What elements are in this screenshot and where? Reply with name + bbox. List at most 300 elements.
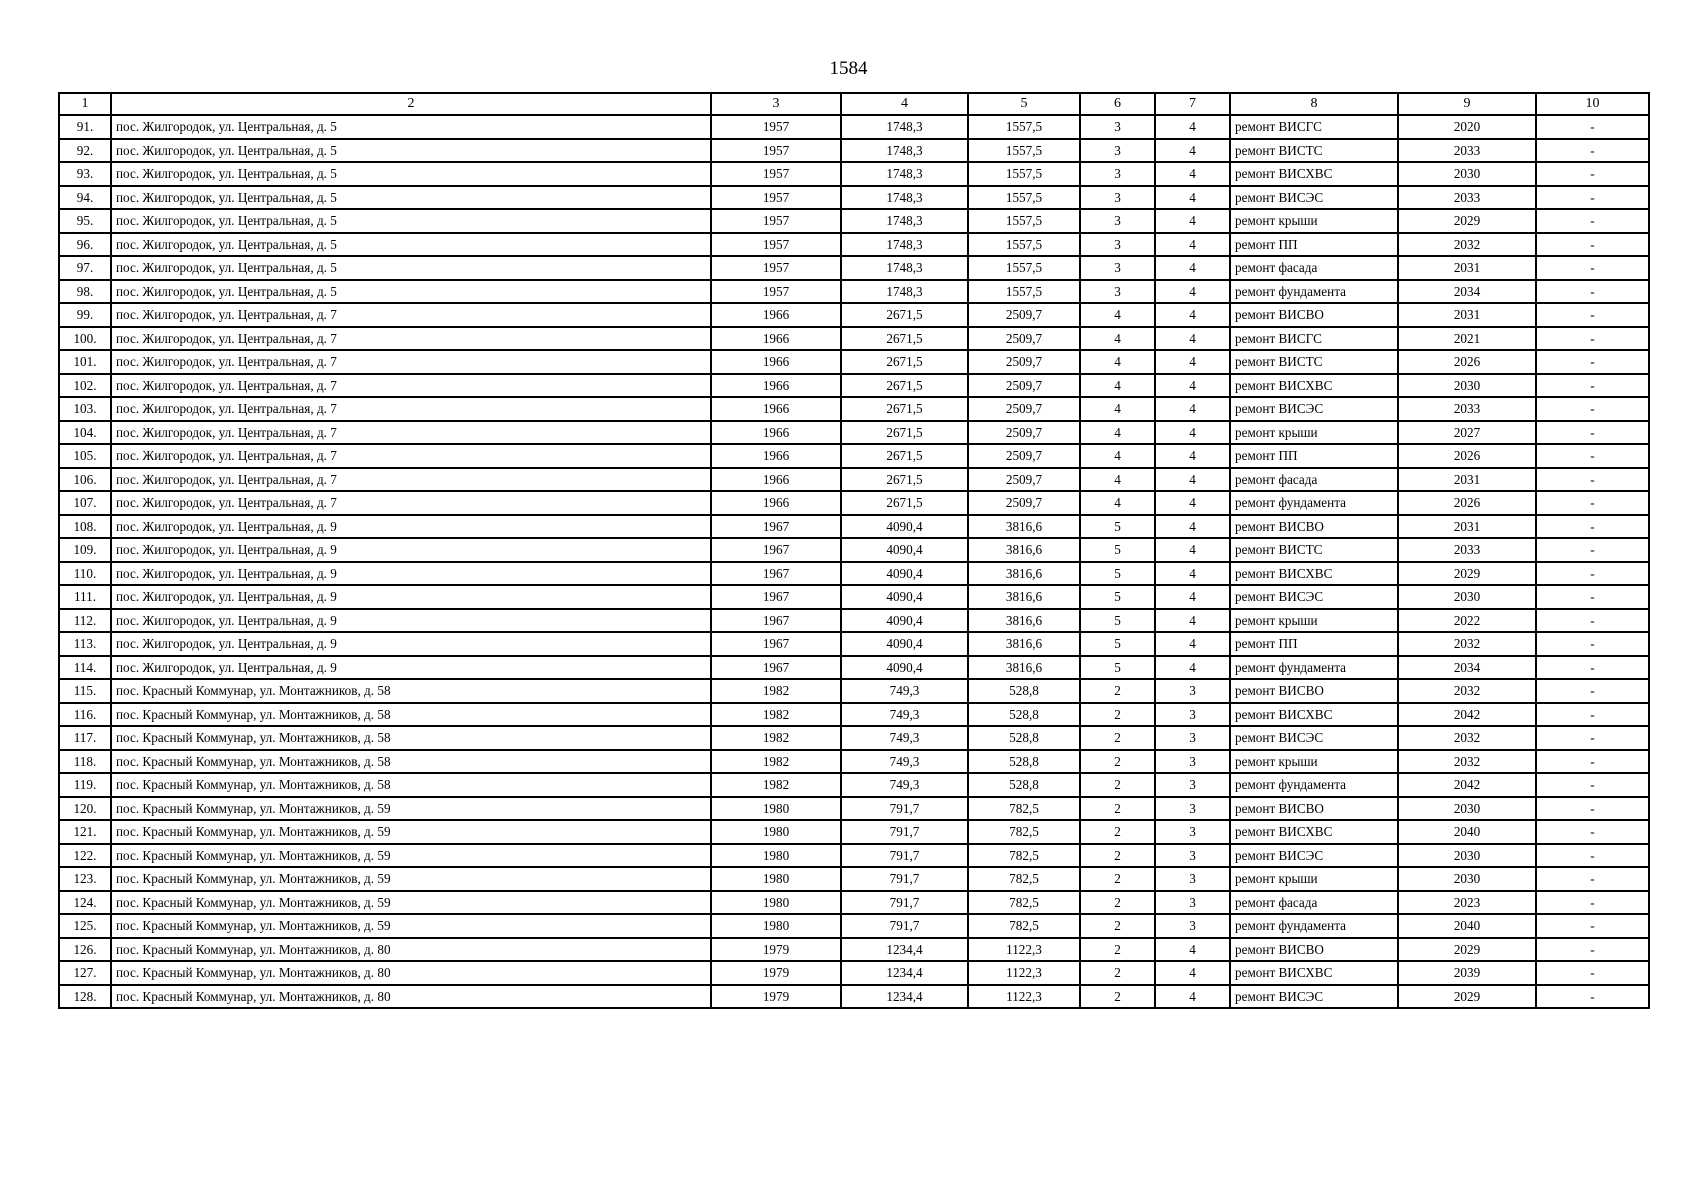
living-area-cell: 528,8 (968, 750, 1080, 774)
row-number-cell: 106. (59, 468, 111, 492)
planned-year-cell: 2030 (1398, 162, 1536, 186)
total-area-cell: 2671,5 (841, 327, 968, 351)
work-type-cell: ремонт ВИСХВС (1230, 162, 1398, 186)
floors-cell: 2 (1080, 773, 1155, 797)
note-cell: - (1536, 914, 1649, 938)
planned-year-cell: 2026 (1398, 350, 1536, 374)
living-area-cell: 3816,6 (968, 585, 1080, 609)
living-area-cell: 1557,5 (968, 186, 1080, 210)
header-cell: 8 (1230, 93, 1398, 115)
total-area-cell: 749,3 (841, 773, 968, 797)
living-area-cell: 1557,5 (968, 280, 1080, 304)
living-area-cell: 782,5 (968, 797, 1080, 821)
year-built-cell: 1982 (711, 703, 841, 727)
living-area-cell: 782,5 (968, 820, 1080, 844)
total-area-cell: 1748,3 (841, 186, 968, 210)
living-area-cell: 528,8 (968, 773, 1080, 797)
address-cell: пос. Красный Коммунар, ул. Монтажников, д. 58 (111, 703, 711, 727)
living-area-cell: 782,5 (968, 891, 1080, 915)
table-row (59, 350, 1649, 374)
floors-cell: 5 (1080, 585, 1155, 609)
year-built-cell: 1967 (711, 562, 841, 586)
floors-cell: 4 (1080, 421, 1155, 445)
living-area-cell: 3816,6 (968, 656, 1080, 680)
note-cell: - (1536, 303, 1649, 327)
address-cell: пос. Красный Коммунар, ул. Монтажников, д. 58 (111, 773, 711, 797)
header-cell: 4 (841, 93, 968, 115)
category-cell: 4 (1155, 585, 1230, 609)
work-type-cell: ремонт фасада (1230, 256, 1398, 280)
work-type-cell: ремонт крыши (1230, 750, 1398, 774)
table-row (59, 609, 1649, 633)
note-cell: - (1536, 374, 1649, 398)
planned-year-cell: 2026 (1398, 491, 1536, 515)
note-cell: - (1536, 656, 1649, 680)
planned-year-cell: 2032 (1398, 750, 1536, 774)
work-type-cell: ремонт фундамента (1230, 773, 1398, 797)
row-number-cell: 115. (59, 679, 111, 703)
work-type-cell: ремонт ВИСЭС (1230, 726, 1398, 750)
year-built-cell: 1966 (711, 374, 841, 398)
address-cell: пос. Жилгородок, ул. Центральная, д. 7 (111, 444, 711, 468)
note-cell: - (1536, 515, 1649, 539)
year-built-cell: 1966 (711, 468, 841, 492)
floors-cell: 2 (1080, 750, 1155, 774)
floors-cell: 4 (1080, 327, 1155, 351)
planned-year-cell: 2026 (1398, 444, 1536, 468)
row-number-cell: 125. (59, 914, 111, 938)
work-type-cell: ремонт ВИСХВС (1230, 820, 1398, 844)
floors-cell: 5 (1080, 632, 1155, 656)
planned-year-cell: 2032 (1398, 726, 1536, 750)
row-number-cell: 121. (59, 820, 111, 844)
category-cell: 4 (1155, 656, 1230, 680)
category-cell: 4 (1155, 938, 1230, 962)
table-row (59, 139, 1649, 163)
table-row (59, 985, 1649, 1009)
row-number-cell: 114. (59, 656, 111, 680)
floors-cell: 3 (1080, 162, 1155, 186)
total-area-cell: 4090,4 (841, 609, 968, 633)
table-row (59, 679, 1649, 703)
floors-cell: 3 (1080, 139, 1155, 163)
living-area-cell: 2509,7 (968, 421, 1080, 445)
category-cell: 4 (1155, 139, 1230, 163)
note-cell: - (1536, 844, 1649, 868)
planned-year-cell: 2030 (1398, 374, 1536, 398)
planned-year-cell: 2040 (1398, 914, 1536, 938)
floors-cell: 3 (1080, 256, 1155, 280)
total-area-cell: 1748,3 (841, 256, 968, 280)
table-row (59, 773, 1649, 797)
floors-cell: 4 (1080, 468, 1155, 492)
category-cell: 4 (1155, 632, 1230, 656)
year-built-cell: 1967 (711, 632, 841, 656)
living-area-cell: 528,8 (968, 726, 1080, 750)
planned-year-cell: 2029 (1398, 209, 1536, 233)
table-row (59, 538, 1649, 562)
year-built-cell: 1982 (711, 750, 841, 774)
address-cell: пос. Красный Коммунар, ул. Монтажников, д. 80 (111, 961, 711, 985)
planned-year-cell: 2042 (1398, 773, 1536, 797)
category-cell: 4 (1155, 350, 1230, 374)
address-cell: пос. Жилгородок, ул. Центральная, д. 7 (111, 350, 711, 374)
total-area-cell: 2671,5 (841, 468, 968, 492)
total-area-cell: 2671,5 (841, 303, 968, 327)
category-cell: 4 (1155, 115, 1230, 139)
total-area-cell: 1748,3 (841, 280, 968, 304)
address-cell: пос. Жилгородок, ул. Центральная, д. 5 (111, 233, 711, 257)
total-area-cell: 4090,4 (841, 538, 968, 562)
category-cell: 3 (1155, 891, 1230, 915)
row-number-cell: 110. (59, 562, 111, 586)
living-area-cell: 3816,6 (968, 609, 1080, 633)
living-area-cell: 2509,7 (968, 491, 1080, 515)
note-cell: - (1536, 961, 1649, 985)
work-type-cell: ремонт фасада (1230, 891, 1398, 915)
note-cell: - (1536, 562, 1649, 586)
planned-year-cell: 2030 (1398, 797, 1536, 821)
work-type-cell: ремонт фундамента (1230, 280, 1398, 304)
work-type-cell: ремонт ВИСХВС (1230, 374, 1398, 398)
note-cell: - (1536, 750, 1649, 774)
total-area-cell: 791,7 (841, 844, 968, 868)
work-type-cell: ремонт фундамента (1230, 491, 1398, 515)
floors-cell: 2 (1080, 703, 1155, 727)
total-area-cell: 1748,3 (841, 115, 968, 139)
address-cell: пос. Красный Коммунар, ул. Монтажников, д. 59 (111, 891, 711, 915)
address-cell: пос. Красный Коммунар, ул. Монтажников, д. 59 (111, 820, 711, 844)
note-cell: - (1536, 985, 1649, 1009)
total-area-cell: 4090,4 (841, 585, 968, 609)
year-built-cell: 1957 (711, 280, 841, 304)
total-area-cell: 2671,5 (841, 421, 968, 445)
row-number-cell: 96. (59, 233, 111, 257)
year-built-cell: 1980 (711, 914, 841, 938)
table-row (59, 726, 1649, 750)
address-cell: пос. Жилгородок, ул. Центральная, д. 7 (111, 397, 711, 421)
year-built-cell: 1967 (711, 609, 841, 633)
header-cell: 5 (968, 93, 1080, 115)
table-row (59, 632, 1649, 656)
year-built-cell: 1957 (711, 186, 841, 210)
total-area-cell: 2671,5 (841, 374, 968, 398)
row-number-cell: 119. (59, 773, 111, 797)
table-row (59, 303, 1649, 327)
floors-cell: 2 (1080, 938, 1155, 962)
header-cell: 3 (711, 93, 841, 115)
total-area-cell: 749,3 (841, 703, 968, 727)
planned-year-cell: 2033 (1398, 139, 1536, 163)
category-cell: 4 (1155, 280, 1230, 304)
page-number: 1584 (829, 58, 868, 79)
total-area-cell: 1748,3 (841, 139, 968, 163)
address-cell: пос. Жилгородок, ул. Центральная, д. 9 (111, 538, 711, 562)
row-number-cell: 116. (59, 703, 111, 727)
total-area-cell: 4090,4 (841, 515, 968, 539)
work-type-cell: ремонт фундамента (1230, 914, 1398, 938)
total-area-cell: 2671,5 (841, 350, 968, 374)
living-area-cell: 1122,3 (968, 961, 1080, 985)
category-cell: 4 (1155, 562, 1230, 586)
note-cell: - (1536, 115, 1649, 139)
living-area-cell: 1122,3 (968, 938, 1080, 962)
category-cell: 4 (1155, 609, 1230, 633)
row-number-cell: 94. (59, 186, 111, 210)
planned-year-cell: 2034 (1398, 280, 1536, 304)
work-type-cell: ремонт ПП (1230, 632, 1398, 656)
category-cell: 3 (1155, 867, 1230, 891)
planned-year-cell: 2021 (1398, 327, 1536, 351)
planned-year-cell: 2039 (1398, 961, 1536, 985)
address-cell: пос. Красный Коммунар, ул. Монтажников, д. 59 (111, 914, 711, 938)
table-row (59, 797, 1649, 821)
note-cell: - (1536, 468, 1649, 492)
year-built-cell: 1979 (711, 938, 841, 962)
floors-cell: 4 (1080, 350, 1155, 374)
category-cell: 3 (1155, 914, 1230, 938)
living-area-cell: 2509,7 (968, 350, 1080, 374)
planned-year-cell: 2033 (1398, 186, 1536, 210)
header-row (59, 93, 1649, 115)
table-body (59, 115, 1649, 1008)
year-built-cell: 1982 (711, 679, 841, 703)
row-number-cell: 113. (59, 632, 111, 656)
work-type-cell: ремонт ВИСХВС (1230, 961, 1398, 985)
year-built-cell: 1966 (711, 327, 841, 351)
work-type-cell: ремонт ПП (1230, 233, 1398, 257)
year-built-cell: 1967 (711, 515, 841, 539)
address-cell: пос. Жилгородок, ул. Центральная, д. 5 (111, 115, 711, 139)
total-area-cell: 4090,4 (841, 562, 968, 586)
floors-cell: 5 (1080, 656, 1155, 680)
note-cell: - (1536, 632, 1649, 656)
year-built-cell: 1957 (711, 209, 841, 233)
year-built-cell: 1957 (711, 139, 841, 163)
year-built-cell: 1967 (711, 538, 841, 562)
address-cell: пос. Жилгородок, ул. Центральная, д. 7 (111, 421, 711, 445)
total-area-cell: 791,7 (841, 797, 968, 821)
planned-year-cell: 2033 (1398, 397, 1536, 421)
year-built-cell: 1967 (711, 656, 841, 680)
header-cell: 7 (1155, 93, 1230, 115)
living-area-cell: 2509,7 (968, 303, 1080, 327)
work-type-cell: ремонт ПП (1230, 444, 1398, 468)
address-cell: пос. Жилгородок, ул. Центральная, д. 7 (111, 491, 711, 515)
note-cell: - (1536, 350, 1649, 374)
header-cell: 2 (111, 93, 711, 115)
category-cell: 3 (1155, 820, 1230, 844)
table-row (59, 468, 1649, 492)
year-built-cell: 1980 (711, 891, 841, 915)
total-area-cell: 2671,5 (841, 444, 968, 468)
address-cell: пос. Жилгородок, ул. Центральная, д. 5 (111, 280, 711, 304)
table-row (59, 186, 1649, 210)
total-area-cell: 2671,5 (841, 397, 968, 421)
row-number-cell: 118. (59, 750, 111, 774)
planned-year-cell: 2029 (1398, 938, 1536, 962)
floors-cell: 3 (1080, 186, 1155, 210)
row-number-cell: 101. (59, 350, 111, 374)
living-area-cell: 1557,5 (968, 256, 1080, 280)
floors-cell: 3 (1080, 280, 1155, 304)
note-cell: - (1536, 327, 1649, 351)
work-type-cell: ремонт крыши (1230, 209, 1398, 233)
floors-cell: 2 (1080, 844, 1155, 868)
work-type-cell: ремонт ВИСЭС (1230, 186, 1398, 210)
table-row (59, 421, 1649, 445)
planned-year-cell: 2032 (1398, 233, 1536, 257)
table-row (59, 115, 1649, 139)
note-cell: - (1536, 491, 1649, 515)
address-cell: пос. Жилгородок, ул. Центральная, д. 5 (111, 209, 711, 233)
work-type-cell: ремонт ВИСТС (1230, 350, 1398, 374)
note-cell: - (1536, 256, 1649, 280)
row-number-cell: 97. (59, 256, 111, 280)
row-number-cell: 105. (59, 444, 111, 468)
total-area-cell: 791,7 (841, 891, 968, 915)
living-area-cell: 3816,6 (968, 632, 1080, 656)
living-area-cell: 2509,7 (968, 444, 1080, 468)
note-cell: - (1536, 280, 1649, 304)
category-cell: 3 (1155, 679, 1230, 703)
row-number-cell: 93. (59, 162, 111, 186)
floors-cell: 5 (1080, 515, 1155, 539)
planned-year-cell: 2030 (1398, 585, 1536, 609)
living-area-cell: 782,5 (968, 914, 1080, 938)
year-built-cell: 1966 (711, 303, 841, 327)
header-cell: 6 (1080, 93, 1155, 115)
category-cell: 3 (1155, 797, 1230, 821)
address-cell: пос. Жилгородок, ул. Центральная, д. 5 (111, 256, 711, 280)
work-type-cell: ремонт крыши (1230, 609, 1398, 633)
table-row (59, 844, 1649, 868)
category-cell: 4 (1155, 374, 1230, 398)
floors-cell: 2 (1080, 867, 1155, 891)
floors-cell: 4 (1080, 444, 1155, 468)
work-type-cell: ремонт ВИСВО (1230, 938, 1398, 962)
category-cell: 4 (1155, 209, 1230, 233)
note-cell: - (1536, 938, 1649, 962)
row-number-cell: 103. (59, 397, 111, 421)
year-built-cell: 1979 (711, 961, 841, 985)
category-cell: 4 (1155, 303, 1230, 327)
address-cell: пос. Жилгородок, ул. Центральная, д. 9 (111, 562, 711, 586)
living-area-cell: 2509,7 (968, 468, 1080, 492)
planned-year-cell: 2042 (1398, 703, 1536, 727)
floors-cell: 2 (1080, 679, 1155, 703)
note-cell: - (1536, 609, 1649, 633)
floors-cell: 2 (1080, 891, 1155, 915)
year-built-cell: 1966 (711, 397, 841, 421)
work-type-cell: ремонт ВИСЭС (1230, 585, 1398, 609)
year-built-cell: 1967 (711, 585, 841, 609)
work-type-cell: ремонт фасада (1230, 468, 1398, 492)
note-cell: - (1536, 233, 1649, 257)
note-cell: - (1536, 209, 1649, 233)
table-row (59, 491, 1649, 515)
table-row (59, 233, 1649, 257)
floors-cell: 2 (1080, 985, 1155, 1009)
repair-schedule-table (58, 92, 1650, 1009)
planned-year-cell: 2033 (1398, 538, 1536, 562)
work-type-cell: ремонт ВИСВО (1230, 303, 1398, 327)
living-area-cell: 782,5 (968, 844, 1080, 868)
living-area-cell: 3816,6 (968, 562, 1080, 586)
work-type-cell: ремонт ВИСХВС (1230, 703, 1398, 727)
category-cell: 4 (1155, 327, 1230, 351)
table-header (59, 93, 1649, 115)
total-area-cell: 1234,4 (841, 938, 968, 962)
address-cell: пос. Красный Коммунар, ул. Монтажников, д. 80 (111, 985, 711, 1009)
floors-cell: 2 (1080, 797, 1155, 821)
work-type-cell: ремонт ВИСВО (1230, 679, 1398, 703)
note-cell: - (1536, 773, 1649, 797)
category-cell: 3 (1155, 750, 1230, 774)
living-area-cell: 2509,7 (968, 374, 1080, 398)
note-cell: - (1536, 797, 1649, 821)
planned-year-cell: 2031 (1398, 303, 1536, 327)
row-number-cell: 99. (59, 303, 111, 327)
note-cell: - (1536, 679, 1649, 703)
table-row (59, 938, 1649, 962)
row-number-cell: 108. (59, 515, 111, 539)
address-cell: пос. Красный Коммунар, ул. Монтажников, д. 80 (111, 938, 711, 962)
note-cell: - (1536, 421, 1649, 445)
year-built-cell: 1979 (711, 985, 841, 1009)
row-number-cell: 126. (59, 938, 111, 962)
planned-year-cell: 2022 (1398, 609, 1536, 633)
year-built-cell: 1966 (711, 491, 841, 515)
row-number-cell: 120. (59, 797, 111, 821)
planned-year-cell: 2023 (1398, 891, 1536, 915)
year-built-cell: 1980 (711, 797, 841, 821)
note-cell: - (1536, 444, 1649, 468)
table-row (59, 515, 1649, 539)
floors-cell: 2 (1080, 726, 1155, 750)
total-area-cell: 1748,3 (841, 209, 968, 233)
work-type-cell: ремонт ВИСХВС (1230, 562, 1398, 586)
row-number-cell: 102. (59, 374, 111, 398)
category-cell: 4 (1155, 233, 1230, 257)
total-area-cell: 749,3 (841, 679, 968, 703)
category-cell: 4 (1155, 515, 1230, 539)
table-row (59, 961, 1649, 985)
table-row (59, 867, 1649, 891)
row-number-cell: 109. (59, 538, 111, 562)
table-row (59, 750, 1649, 774)
total-area-cell: 1234,4 (841, 985, 968, 1009)
living-area-cell: 2509,7 (968, 327, 1080, 351)
total-area-cell: 1234,4 (841, 961, 968, 985)
year-built-cell: 1980 (711, 820, 841, 844)
row-number-cell: 107. (59, 491, 111, 515)
planned-year-cell: 2030 (1398, 844, 1536, 868)
planned-year-cell: 2031 (1398, 515, 1536, 539)
floors-cell: 3 (1080, 233, 1155, 257)
planned-year-cell: 2029 (1398, 985, 1536, 1009)
row-number-cell: 91. (59, 115, 111, 139)
living-area-cell: 1557,5 (968, 162, 1080, 186)
address-cell: пос. Жилгородок, ул. Центральная, д. 5 (111, 139, 711, 163)
row-number-cell: 122. (59, 844, 111, 868)
address-cell: пос. Жилгородок, ул. Центральная, д. 5 (111, 186, 711, 210)
table-row (59, 327, 1649, 351)
living-area-cell: 1557,5 (968, 233, 1080, 257)
row-number-cell: 98. (59, 280, 111, 304)
planned-year-cell: 2031 (1398, 256, 1536, 280)
floors-cell: 4 (1080, 303, 1155, 327)
